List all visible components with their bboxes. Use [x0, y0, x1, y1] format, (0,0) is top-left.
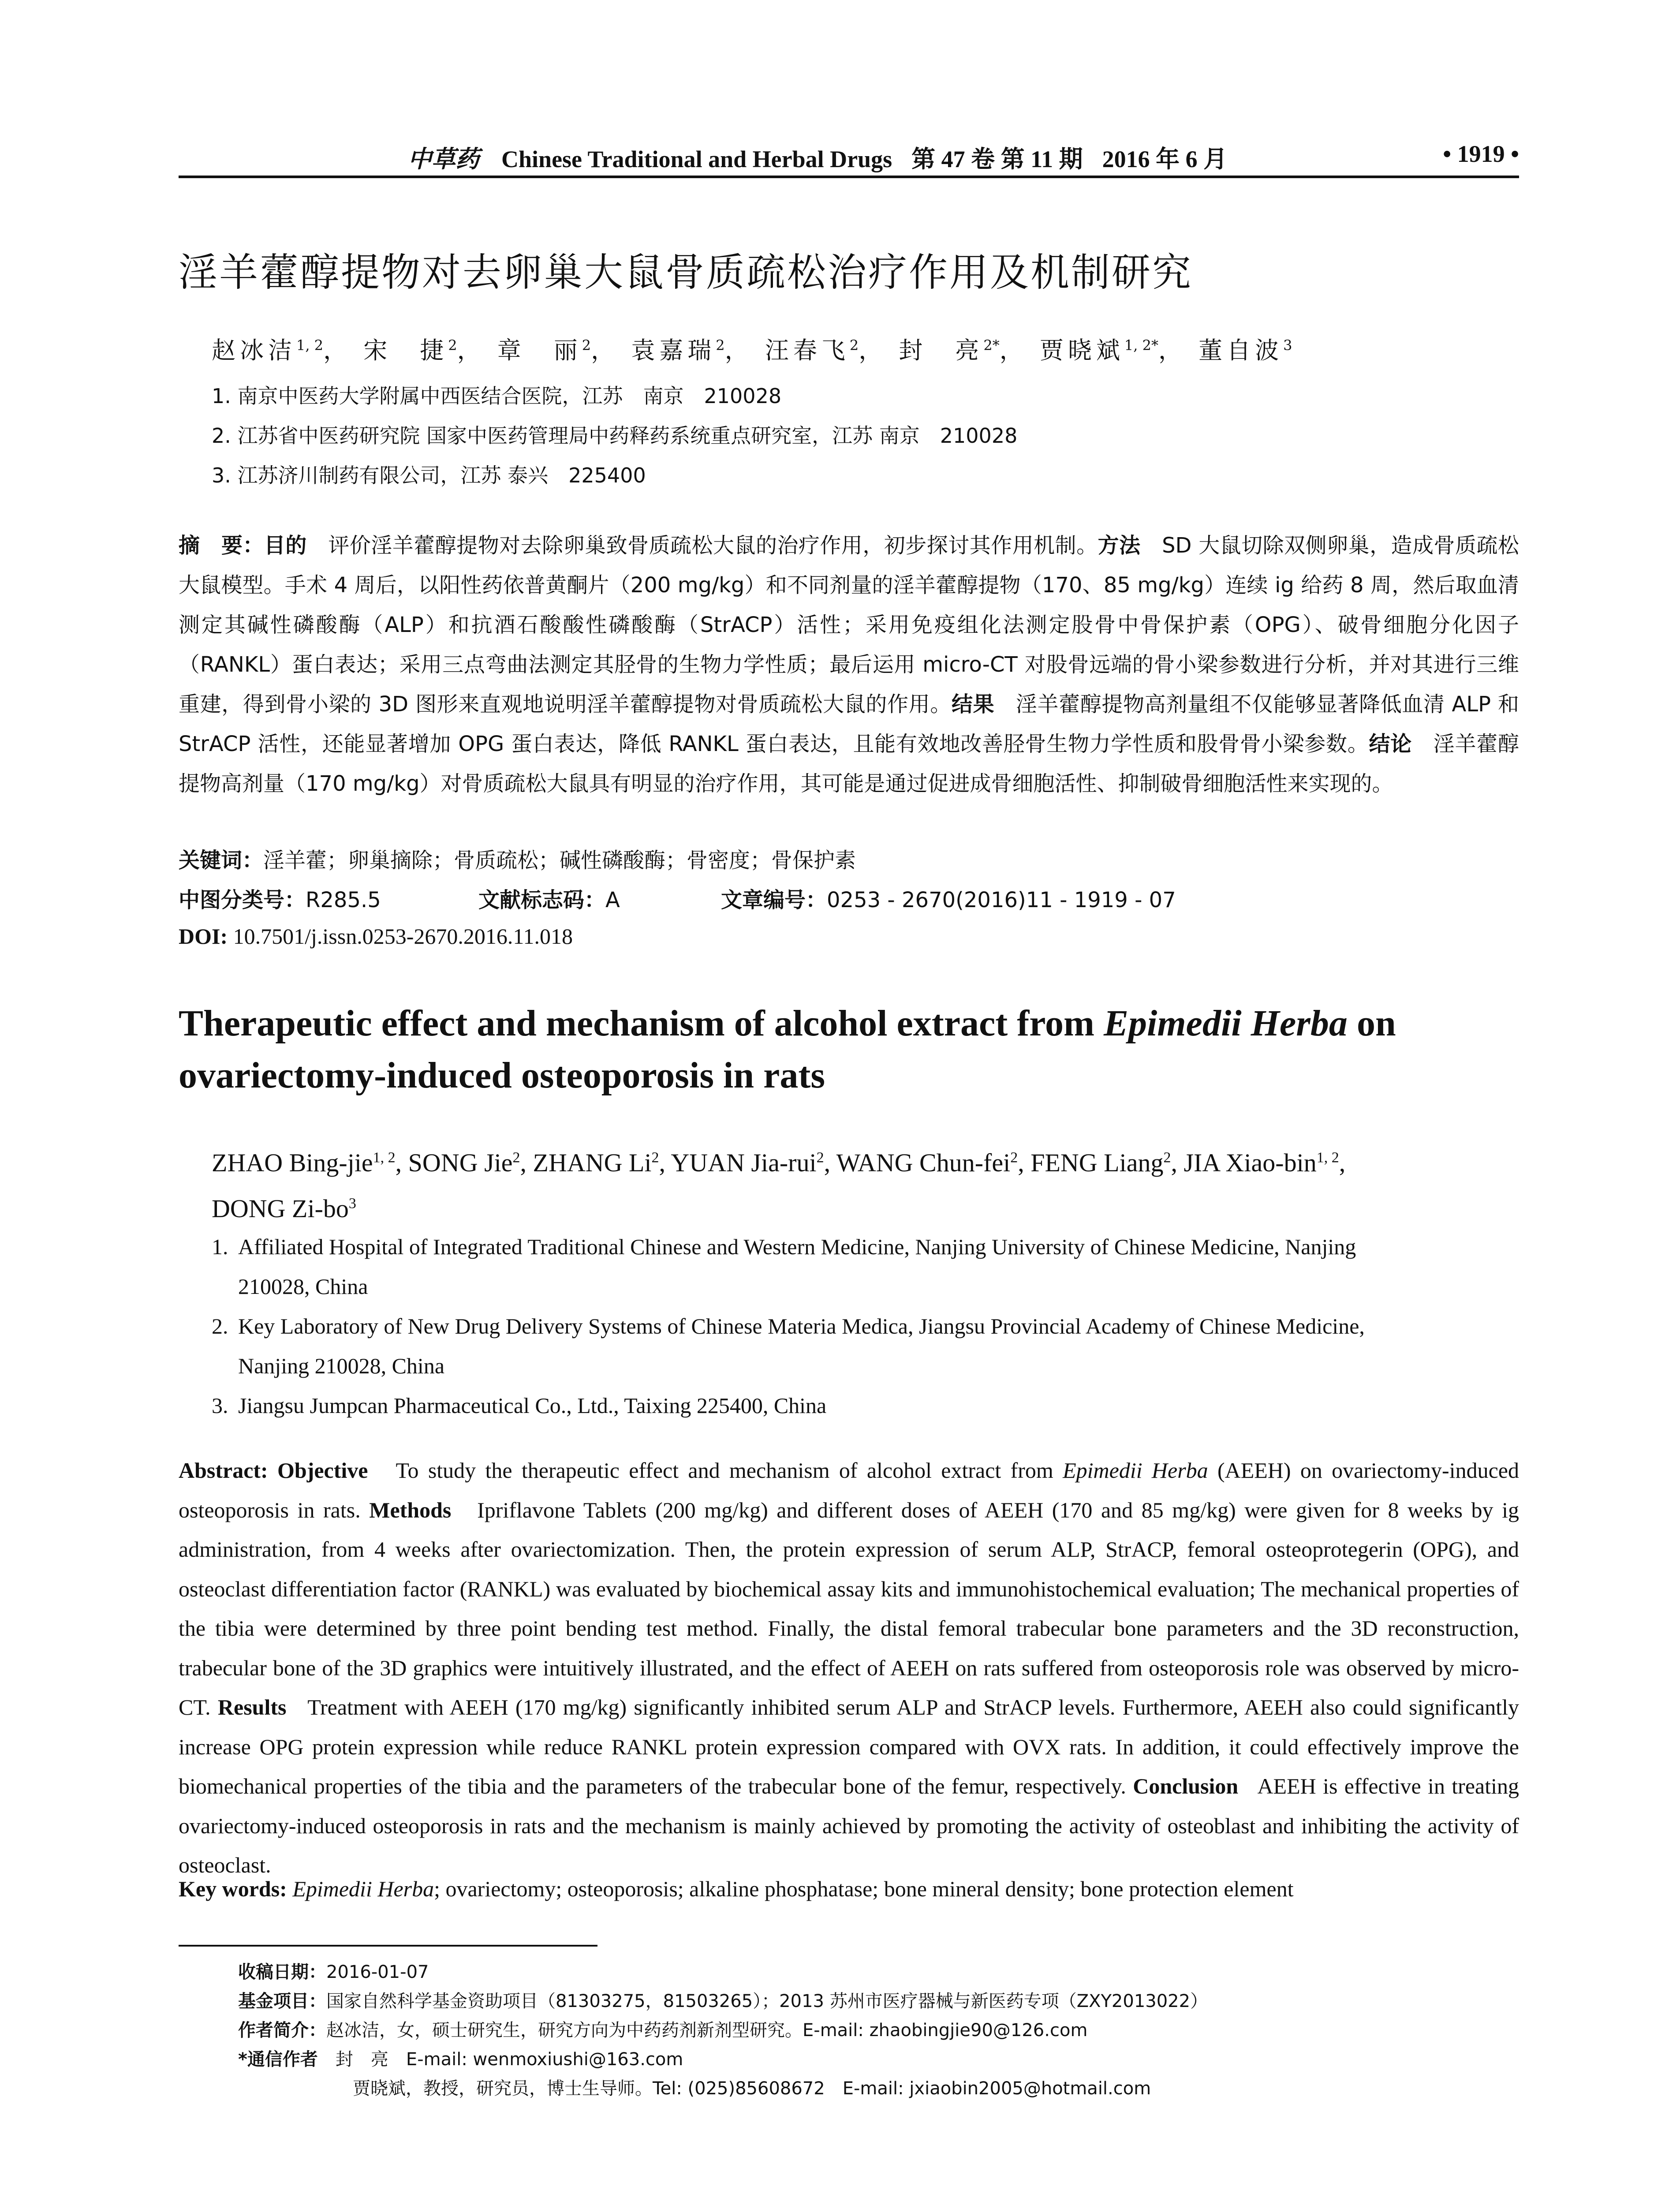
affiliation-en-3: 3. Jiangsu Jumpcan Pharmaceutical Co., Ltd., Taixing 225400, China: [212, 1393, 827, 1418]
classification-line: [179, 883, 1176, 913]
article-number: 文章编号：0253 - 2670(2016)11 - 1919 - 07: [721, 888, 1176, 912]
journal-logo-cn: 中草药: [408, 145, 479, 173]
affiliation-en-1: 1. Affiliated Hospital of Integrated Traditional Chinese and Western Medicine, Nanjing University of Chinese Medicine, Nanjing 210028, China: [212, 1234, 1356, 1299]
footnote-corresponding-2: 贾晓斌，教授，研究员，博士生导师。Tel: (025)85608672 E-mail: jxiaobin2005@hotmail.com: [353, 2078, 1151, 2099]
results-en: Treatment with AEEH (170 mg/kg) significantly inhibited serum ALP and StrACP levels. Furthermore, AEEH also could significantly increase OPG protein expression while reduce RANKL protein expression compared with OVX rats. In addition, it could effectively improve the biomechanical properties of the tibia and the parameters of the trabecular bone of the femur, respectively.: [179, 1695, 1519, 1798]
author-cn: 汪春飞$^2$，: [765, 336, 887, 364]
author-cn: 宋 捷$^2$，: [363, 336, 485, 364]
author-en: FENG Liang$^2$,: [1030, 1148, 1184, 1177]
author-cn: 董自波$^3$: [1198, 336, 1292, 364]
footnote-corresponding: *通信作者 封 亮 E-mail: wenmoxiushi@163.com: [238, 2049, 683, 2070]
affiliation-en-2: 2. Key Laboratory of New Drug Delivery Systems of Chinese Materia Medica, Jiangsu Provincial Academy of Chinese Medicine, Nanjing 210028, China: [212, 1314, 1365, 1378]
author-cn: 章 丽$^2$，: [497, 336, 620, 364]
abstract-en-label: Abstract:: [179, 1458, 268, 1483]
running-header: [179, 140, 1519, 176]
journal-name-en: Chinese Traditional and Herbal Drugs: [501, 146, 892, 172]
methods-cn: SD 大鼠切除双侧卵巢，造成骨质疏松大鼠模型。手术 4 周后，以阳性药依普黄酮片（200 mg/kg）和不同剂量的淫羊藿醇提物（170、85 mg/kg）连续 ig 给药 8 周，然后取血清测定其碱性磷酸酶（ALP）和抗酒石酸酸性磷酸酶（StrACP）活性；采用免疫组化法测定股骨中骨保护素（OPG）、破骨细胞分化因子（RANKL）蛋白表达；采用三点弯曲法测定其胫骨的生物力学性质；最后运用 micro-CT 对股骨远端的骨小梁参数进行分析，并对其进行三维重建，得到骨小梁的 3D 图形来直观地说明淫羊藿醇提物对骨质疏松大鼠的作用。: [179, 533, 1519, 717]
conclusion-cn: 淫羊藿醇提物高剂量（170 mg/kg）对骨质疏松大鼠具有明显的治疗作用，其可能是通过促进成骨细胞活性、抑制破骨细胞活性来实现的。: [179, 732, 1519, 796]
results-label-cn: 结果: [951, 692, 995, 717]
conclusion-en: AEEH is effective in treating ovariectomy-induced osteoporosis in rats and the mechanism is mainly achieved by promoting the activity of osteoblast and inhibiting the activity of osteoclast.: [179, 1774, 1519, 1877]
conclusion-label-cn: 结论: [1369, 732, 1412, 756]
journal-date: 2016 年 6 月: [1102, 146, 1228, 172]
abstract-en: Abstract: Objective To study the therapeutic effect and mechanism of alcohol extract from Epimedii Herba (AEEH) on ovariectomy-induced osteoporosis in rats. Methods Ipriflavone Tablets (200 mg/kg) and different doses of AEEH (170 and 85 mg/kg) were given for 8 weeks by ig administration, from 4 weeks after ovariectomization. Then, the protein expression of serum ALP, StrACP, femoral osteoprotegerin (OPG), and osteoclast differentiation factor (RANKL) was evaluated by biochemical assay kits and immunohistochemical evaluation; The mechanical properties of the tibia were determined by three point bending test method. Finally, the distal femoral trabecular bone parameters and the 3D reconstruction, trabecular bone of the 3D graphics were intuitively illustrated, and the effect of AEEH on rats suffered from osteoporosis role was observed by micro-CT. Results Treatment with AEEH (170 mg/kg) significantly inhibited serum ALP and StrACP levels. Furthermore, AEEH also could significantly increase OPG protein expression while reduce RANKL protein expression compared with OVX rats. In addition, it could effectively improve the biomechanical properties of the tibia and the parameters of the trabecular bone of the femur, respectively. Conclusion AEEH is effective in treating ovariectomy-induced osteoporosis in rats and the mechanism is mainly achieved by promoting the activity of osteoblast and inhibiting the activity of osteoclast.: [179, 1458, 1519, 1877]
footnote-received: 收稿日期：2016-01-07: [238, 1962, 429, 1982]
affiliation-cn-2: 2. 江苏省中医药研究院 国家中医药管理局中药释药系统重点研究室，江苏 南京 210028: [212, 424, 1018, 448]
author-cn: 封 亮$^{2*}$，: [899, 336, 1028, 364]
author-cn: 贾晓斌$^{1, 2*}$，: [1039, 336, 1187, 364]
authors-cn: [212, 332, 1292, 366]
abstract-cn-label: 摘 要：: [179, 533, 264, 558]
header-journal: [408, 140, 1227, 174]
results-cn: 淫羊藿醇提物高剂量组不仅能够显著降低血清 ALP 和 StrACP 活性，还能显著增加 OPG 蛋白表达，降低 RANKL 蛋白表达，且能有效地改善胫骨生物力学性质和股骨骨小梁参数。: [179, 692, 1519, 756]
objective-label-cn: 目的: [264, 533, 307, 558]
methods-label-cn: 方法: [1098, 533, 1141, 558]
header-rule: [179, 176, 1519, 178]
objective-cn: 评价淫羊藿醇提物对去除卵巢致骨质疏松大鼠的治疗作用，初步探讨其作用机制。: [328, 533, 1098, 558]
title-en: Therapeutic effect and mechanism of alcohol extract from Epimedii Herba on ovariectomy-induced osteoporosis in rats: [179, 1003, 1396, 1096]
footnote-fund: 基金项目：国家自然科学基金资助项目（81303275，81503265）；2013 苏州市医疗器械与新医药专项（ZXY2013022）: [238, 1991, 1208, 2011]
keywords-cn: [179, 843, 856, 874]
author-en: DONG $Zi-bo^3$: [212, 1194, 356, 1223]
objective-label-en: Objective: [277, 1458, 368, 1483]
abstract-cn: [179, 526, 1519, 804]
footnote-author: 作者简介：赵冰洁，女，硕士研究生，研究方向为中药药剂新剂型研究。E-mail: zhaobingjie90@126.com: [238, 2020, 1088, 2041]
keywords-en-label: Key words:: [179, 1876, 287, 1901]
author-en: ZHAO Bing-jie$^{1, 2}$,: [212, 1148, 408, 1177]
author-en: ZHANG Li$^2$,: [533, 1148, 671, 1177]
author-en: YUAN Jia-rui$^2$,: [671, 1148, 836, 1177]
keywords-cn-label: 关键词：: [179, 848, 264, 873]
keywords-cn-text: 淫羊藿；卵巢摘除；骨质疏松；碱性磷酸酶；骨密度；骨保护素: [263, 848, 856, 873]
author-en: JIA Xiao-bin$^{1, 2}$,: [1183, 1148, 1346, 1177]
clc-code: 中图分类号：R285.5: [179, 888, 381, 912]
affiliation-cn-1: 1. 南京中医药大学附属中西医结合医院，江苏 南京 210028: [212, 384, 782, 408]
methods-label-en: Methods: [369, 1497, 452, 1522]
author-en: SONG Jie$^2$,: [408, 1148, 533, 1177]
authors-en: [212, 1138, 1526, 1229]
keywords-en: Key words: Epimedii Herba; ovariectomy; osteoporosis; alkaline phosphatase; bone mineral density; bone protection element: [179, 1876, 1294, 1901]
author-cn: 袁嘉瑞$^2$，: [631, 336, 753, 364]
author-cn: 赵冰洁$^{1, 2}$，: [212, 336, 352, 364]
page-number: • 1919 •: [1443, 141, 1519, 167]
results-label-en: Results: [217, 1695, 287, 1719]
title-cn: 淫羊藿醇提物对去卵巢大鼠骨质疏松治疗作用及机制研究: [179, 250, 1193, 295]
journal-issue: 第 47 卷 第 11 期: [911, 146, 1083, 172]
footnote-rule: [179, 1945, 597, 1947]
author-en: WANG Chun-fei$^2$,: [836, 1148, 1031, 1177]
document-code: 文献标志码：A: [478, 888, 620, 912]
doi-label: DOI:: [179, 924, 228, 949]
affiliation-cn-3: 3. 江苏济川制药有限公司，江苏 泰兴 225400: [212, 463, 646, 487]
doi: [179, 923, 573, 949]
methods-en: Ipriflavone Tablets (200 mg/kg) and different doses of AEEH (170 and 85 mg/kg) were given for 8 weeks by ig administration, from 4 weeks after ovariectomization. Then, the protein expression of serum ALP, StrACP, femoral osteoprotegerin (OPG), and osteoclast differentiation factor (RANKL) was evaluated by biochemical assay kits and immunohistochemical evaluation; The mechanical properties of the tibia were determined by three point bending test method. Finally, the distal femoral trabecular bone parameters and the 3D reconstruction, trabecular bone of the 3D graphics were intuitively illustrated, and the effect of AEEH on rats suffered from osteoporosis role was observed by micro-CT.: [179, 1497, 1519, 1719]
conclusion-label-en: Conclusion: [1133, 1774, 1239, 1798]
doi-value: 10.7501/j.issn.0253-2670.2016.11.018: [233, 924, 573, 949]
